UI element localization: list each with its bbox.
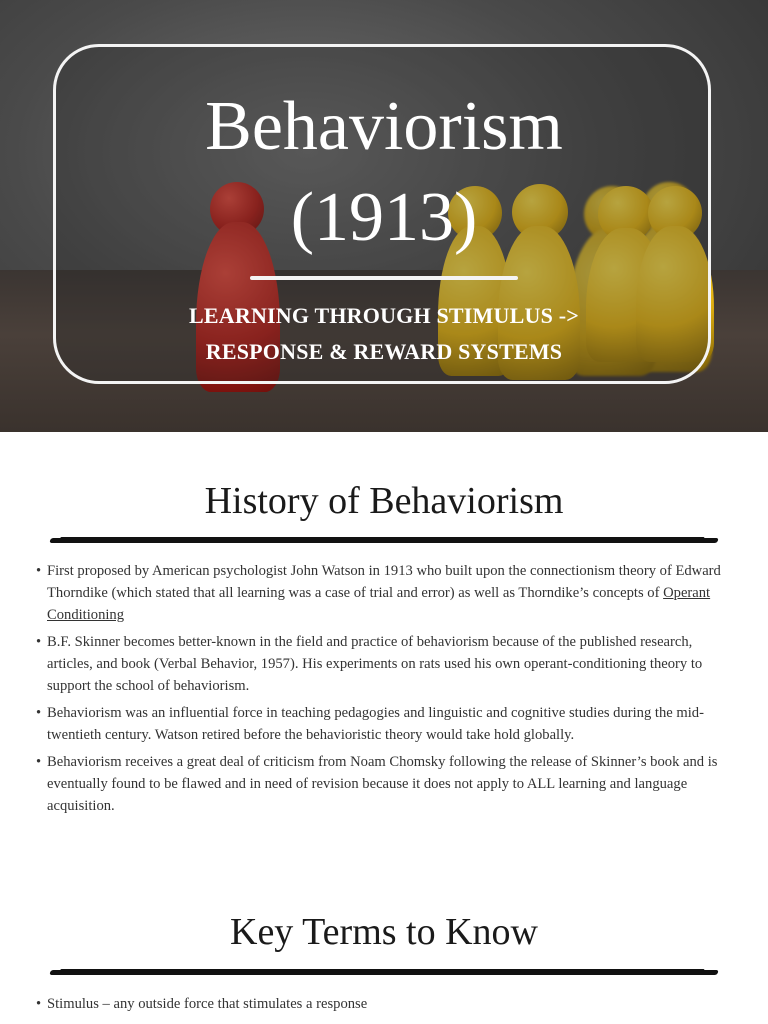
heading-underline <box>50 538 719 543</box>
history-heading: History of Behaviorism <box>204 480 564 522</box>
key-terms-bullet-list <box>36 993 736 1020</box>
list-item: • Behaviorism was an influential force in teaching pedagogies and linguistic and cognitive studies during the mid-twentieth century. Watson retired before the behavioristic theory would take hold globally. <box>36 702 736 746</box>
list-item: • Stimulus – any outside force that stimulates a response <box>36 993 736 1015</box>
history-bullet-list <box>36 560 736 822</box>
title-divider <box>250 276 518 280</box>
heading-underline <box>50 970 719 975</box>
bullet-text: First proposed by American psychologist John Watson in 1913 who built upon the connectionism theory of Edward Thorndike (which stated that all learning was a case of trial and error) as well as Thorndike’s concepts of <box>47 563 721 601</box>
subtitle-line1: LEARNING THROUGH STIMULUS -> <box>189 303 579 328</box>
list-item: • B.F. Skinner becomes better-known in the field and practice of behaviorism because of the published research, articles, and book (Verbal Behavior, 1957). His experiments on rats used his own operant-conditioning theory to support the school of behaviorism. <box>36 631 736 697</box>
subtitle-line2: RESPONSE & REWARD SYSTEMS <box>205 339 563 364</box>
slide-title-line1: Behaviorism <box>205 88 563 165</box>
operant-conditioning-link[interactable]: Operant Conditioning <box>47 585 711 623</box>
slide-title-line2: (1913) <box>290 179 478 256</box>
title-slide <box>0 0 768 432</box>
key-terms-heading: Key Terms to Know <box>230 911 538 953</box>
list-item: • Behaviorism receives a great deal of criticism from Noam Chomsky following the release of Skinner’s book and is eventually found to be flawed and in need of revision because it does not apply to ALL learning and language acquisition. <box>36 751 736 817</box>
list-item <box>36 560 736 626</box>
slide-subtitle <box>0 298 768 370</box>
